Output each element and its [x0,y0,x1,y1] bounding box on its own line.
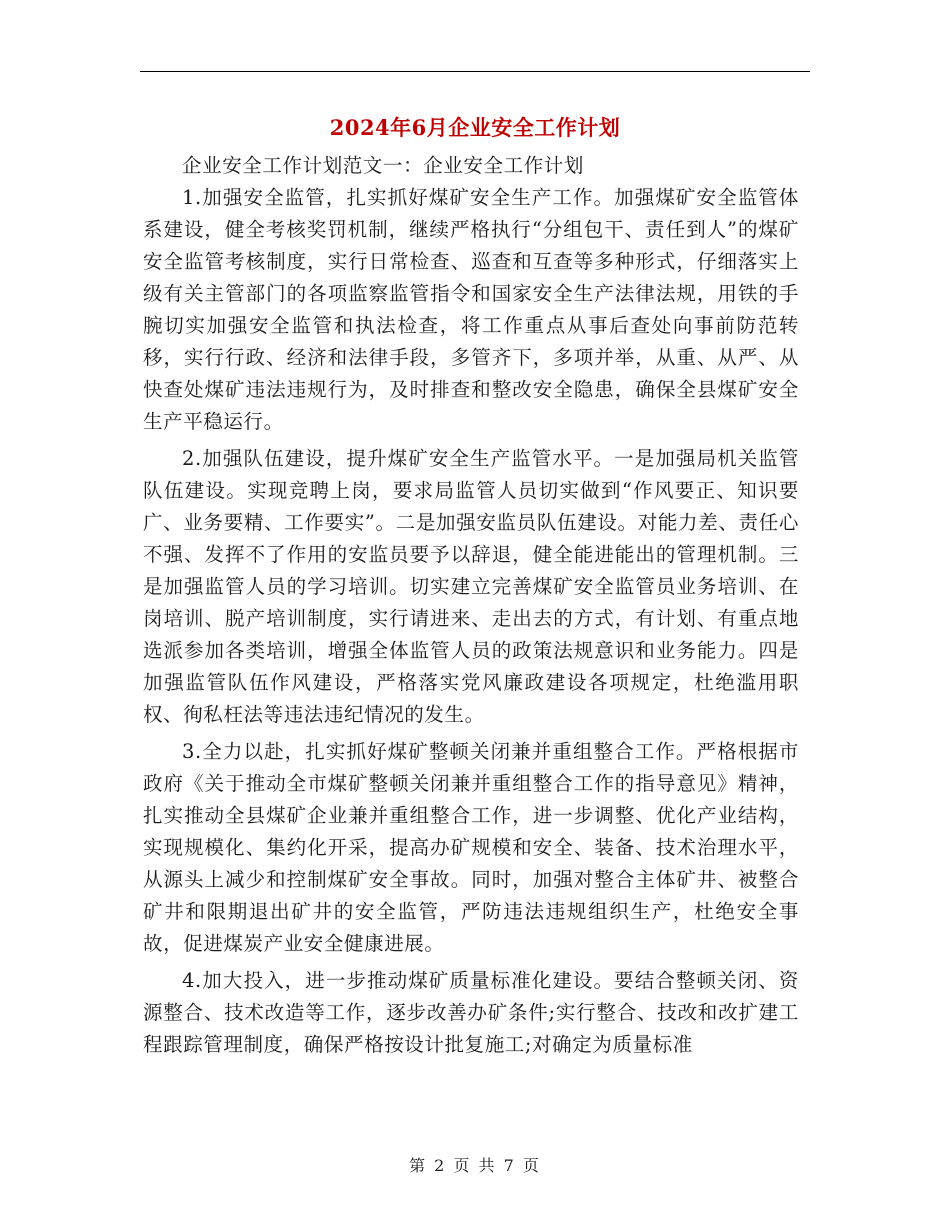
document-title: 2024年6月企业安全工作计划 [329,115,621,140]
paragraph-4: 4.加大投入，进一步推动煤矿质量标准化建设。要结合整顿关闭、资源整合、技术改造等工作，逐步改善办矿条件;实行整合、技改和改扩建工程跟踪管理制度，确保严格按设计批复施工;对确定为质量标准 [143,969,799,1056]
paragraph-2: 2.加强队伍建设，提升煤矿安全生产监管水平。一是加强局机关监管队伍建设。实现竞聘上岗，要求局监管人员切实做到“作风要正、知识要广、业务要精、工作要实”。二是加强安监员队伍建设。对能力差、责任心不强、发挥不了作用的安监员要予以辞退，健全能进能出的管理机制。三是加强监管人员的学习培训。切实建立完善煤矿安全监管员业务培训、在岗培训、脱产培训制度，实行请进来、走出去的方式，有计划、有重点地选派参加各类培训，增强全体监管人员的政策法规意识和业务能力。四是加强监管队伍作风建设，严格落实党风廉政建设各项规定，杜绝滥用职权、徇私枉法等违法违纪情况的发生。 [143,447,799,726]
subtitle-line: 企业安全工作计划范文一：企业安全工作计划 [182,154,585,177]
document-body [143,150,799,1061]
header-rule [140,71,810,72]
paragraph-3: 3.全力以赴，扎实抓好煤矿整顿关闭兼并重组整合工作。严格根据市政府《关于推动全市煤矿整顿关闭兼并重组整合工作的指导意见》精神，扎实推动全县煤矿企业兼并重组整合工作，进一步调整、优化产业结构，实现规模化、集约化开采，提高办矿规模和安全、装备、技术治理水平，从源头上减少和控制煤矿安全事故。同时，加强对整合主体矿井、被整合矿井和限期退出矿井的安全监管，严防违法违规组织生产，杜绝安全事故，促进煤炭产业安全健康进展。 [143,740,799,955]
page-number: 第 2 页 共 7 页 [409,1156,541,1175]
paragraph-1: 1.加强安全监管，扎实抓好煤矿安全生产工作。加强煤矿安全监管体系建设，健全考核奖罚机制，继续严格执行“分组包干、责任到人”的煤矿安全监管考核制度，实行日常检查、巡查和互查等多种形式，仔细落实上级有关主管部门的各项监察监管指令和国家安全生产法律法规，用铁的手腕切实加强安全监管和执法检查，将工作重点从事后查处向事前防范转移，实行行政、经济和法律手段，多管齐下，多项并举，从重、从严、从快查处煤矿违法违规行为，及时排查和整改安全隐患，确保全县煤矿安全生产平稳运行。 [143,186,799,433]
